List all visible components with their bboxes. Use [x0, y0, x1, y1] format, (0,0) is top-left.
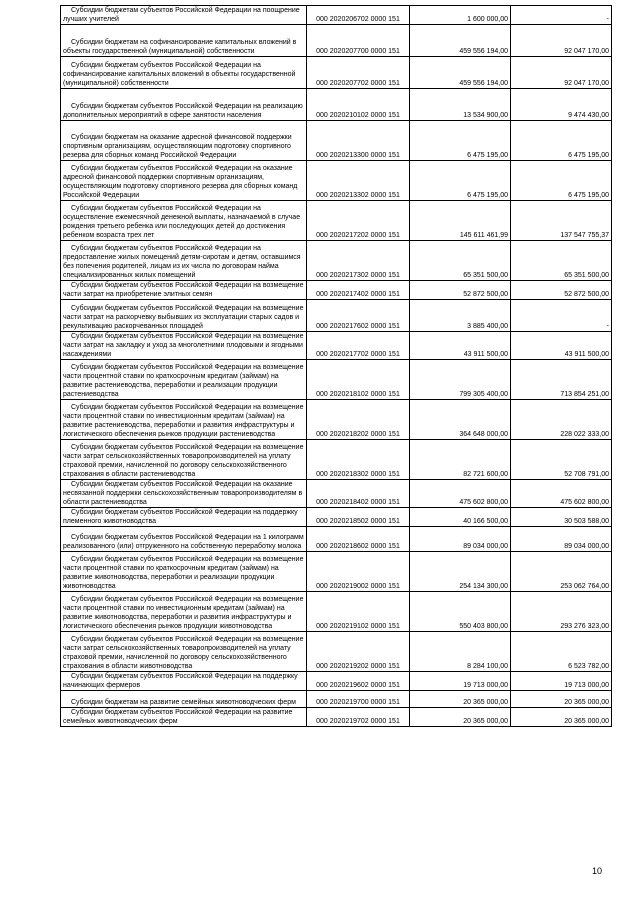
subsidy-name: Субсидии бюджетам субъектов Российской Федерации на возмещение части процентной ставки по краткосрочным кредитам (займам) на развитие растениеводства, переработки и реализации продукции растениеводства — [63, 364, 304, 398]
actual-amount: 713 854 251,00 — [511, 360, 612, 400]
subsidy-name: Субсидии бюджетам субъектов Российской Федерации на осуществление ежемесячной денежной выплаты, назначаемой в случае рождения третьего ребенка или последующих детей до достижения ребенком возраста трех лет — [63, 205, 301, 239]
table-row — [61, 672, 612, 691]
planned-amount: 459 556 194,00 — [410, 57, 511, 89]
table-row — [61, 691, 612, 708]
budget-code: 000 2020218202 0000 151 — [307, 400, 410, 440]
table-row — [61, 440, 612, 480]
budget-code: 000 2020219102 0000 151 — [307, 592, 410, 632]
subsidy-name: Субсидии бюджетам субъектов Российской Федерации на развитие семейных животноводческих ферм — [63, 709, 293, 725]
actual-amount: 20 365 000,00 — [511, 691, 612, 708]
subsidy-name: Субсидии бюджетам субъектов Российской Федерации на оказание адресной финансовой поддержки спортивным организациям, осуществляющим подготовку спортивного резерва для сборных команд Российской Федерации — [63, 165, 298, 199]
subsidy-name-cell — [61, 360, 307, 400]
table-row — [61, 360, 612, 400]
table-row — [61, 241, 612, 281]
budget-code: 000 2020217702 0000 151 — [307, 332, 410, 360]
budget-code: 000 2020219602 0000 151 — [307, 672, 410, 691]
actual-amount: 137 547 755,37 — [511, 201, 612, 241]
budget-code: 000 2020218302 0000 151 — [307, 440, 410, 480]
planned-amount: 459 556 194,00 — [410, 25, 511, 57]
subsidy-name: Субсидии бюджетам субъектов Российской Федерации на поддержку начинающих фермеров — [63, 673, 298, 689]
table-row — [61, 25, 612, 57]
actual-amount: 30 503 588,00 — [511, 508, 612, 527]
planned-amount: 19 713 000,00 — [410, 672, 511, 691]
subsidy-name-cell — [61, 400, 307, 440]
subsidy-name-cell — [61, 440, 307, 480]
budget-code: 000 2020219202 0000 151 — [307, 632, 410, 672]
subsidy-name-cell — [61, 281, 307, 300]
table-row — [61, 161, 612, 201]
planned-amount: 6 475 195,00 — [410, 161, 511, 201]
subsidy-name: Субсидии бюджетам субъектов Российской Федерации на возмещение части затрат на приобретение элитных семян — [63, 282, 304, 298]
table-row — [61, 632, 612, 672]
planned-amount: 43 911 500,00 — [410, 332, 511, 360]
budget-subsidies-table — [60, 5, 612, 727]
planned-amount: 20 365 000,00 — [410, 691, 511, 708]
actual-amount: 228 022 333,00 — [511, 400, 612, 440]
table-row — [61, 508, 612, 527]
budget-code: 000 2020217202 0000 151 — [307, 201, 410, 241]
subsidy-name: Субсидии бюджетам субъектов Российской Федерации на возмещение части затрат на закладку и уход за многолетними плодовыми и ягодными насаждениями — [63, 333, 304, 358]
actual-amount: 20 365 000,00 — [511, 708, 612, 727]
budget-code: 000 2020217602 0000 151 — [307, 300, 410, 332]
subsidy-name-cell — [61, 332, 307, 360]
planned-amount: 3 885 400,00 — [410, 300, 511, 332]
table-body — [61, 6, 612, 727]
actual-amount: 6 523 782,00 — [511, 632, 612, 672]
budget-code: 000 2020210102 0000 151 — [307, 89, 410, 121]
subsidy-name-cell — [61, 552, 307, 592]
budget-code: 000 2020213302 0000 151 — [307, 161, 410, 201]
subsidy-name-cell — [61, 672, 307, 691]
table-row — [61, 300, 612, 332]
budget-code: 000 2020219002 0000 151 — [307, 552, 410, 592]
subsidy-name: Субсидии бюджетам на софинансирование капитальных вложений в объекты государственной (муниципальной) собственности — [63, 39, 297, 55]
subsidy-name: Субсидии бюджетам субъектов Российской Федерации на возмещение части затрат сельскохозяйственных товаропроизводителей на уплату страховой премии, начисленной по договору сельскохозяйственного страхования в области животноводства — [63, 636, 304, 670]
subsidy-name: Субсидии бюджетам субъектов Российской Федерации на возмещение части процентной ставки по инвестиционным кредитам (займам) на развитие животноводства, переработки и развития инфраструктуры и логистического обеспечения рынков продукции животноводства — [63, 596, 304, 630]
planned-amount: 40 166 500,00 — [410, 508, 511, 527]
subsidy-name-cell — [61, 300, 307, 332]
budget-code: 000 2020217302 0000 151 — [307, 241, 410, 281]
subsidy-name-cell — [61, 480, 307, 508]
table-row — [61, 400, 612, 440]
actual-amount: 92 047 170,00 — [511, 57, 612, 89]
actual-amount: 65 351 500,00 — [511, 241, 612, 281]
subsidy-name-cell — [61, 161, 307, 201]
actual-amount: 253 062 764,00 — [511, 552, 612, 592]
subsidy-name: Субсидии бюджетам субъектов Российской Федерации на софинансирование капитальных вложений в объекты государственной (муниципальной) собственности — [63, 62, 296, 87]
table-row — [61, 57, 612, 89]
actual-amount: 475 602 800,00 — [511, 480, 612, 508]
actual-amount: 19 713 000,00 — [511, 672, 612, 691]
planned-amount: 364 648 000,00 — [410, 400, 511, 440]
budget-code: 000 2020219700 0000 151 — [307, 691, 410, 708]
budget-code: 000 2020207700 0000 151 — [307, 25, 410, 57]
budget-code: 000 2020206702 0000 151 — [307, 6, 410, 25]
actual-amount: 43 911 500,00 — [511, 332, 612, 360]
subsidy-name: Субсидии бюджетам субъектов Российской Федерации на поощрение лучших учителей — [63, 7, 300, 23]
actual-amount: - — [511, 300, 612, 332]
subsidy-name-cell — [61, 6, 307, 25]
table-row — [61, 89, 612, 121]
subsidy-name: Субсидии бюджетам субъектов Российской Федерации на оказание несвязанной поддержки сельскохозяйственным товаропроизводителям в области растениеводства — [63, 481, 303, 506]
planned-amount: 799 305 400,00 — [410, 360, 511, 400]
table-row — [61, 332, 612, 360]
subsidy-name: Субсидии бюджетам субъектов Российской Федерации на возмещение части процентной ставки по инвестиционным кредитам (займам) на развитие растениеводства, переработки и развития инфраструктуры и логистического обеспечения рынков продукции растениеводства — [63, 404, 304, 438]
table-row — [61, 527, 612, 552]
planned-amount: 6 475 195,00 — [410, 121, 511, 161]
actual-amount: 52 708 791,00 — [511, 440, 612, 480]
planned-amount: 65 351 500,00 — [410, 241, 511, 281]
planned-amount: 145 611 461,99 — [410, 201, 511, 241]
table-row — [61, 281, 612, 300]
page-number: 10 — [591, 866, 602, 876]
subsidy-name: Субсидии бюджетам субъектов Российской Федерации на 1 килограмм реализованного (или) отгруженного на собственную переработку молока — [63, 534, 304, 550]
subsidy-name: Субсидии бюджетам субъектов Российской Федерации на возмещение части процентной ставки по краткосрочным кредитам (займам) на развитие животноводства, переработки и реализации продукции животноводства — [63, 556, 304, 590]
subsidy-name: Субсидии бюджетам субъектов Российской Федерации на предоставление жилых помещений детям-сиротам и детям, оставшимся без попечения родителей, лицам из их числа по договорам найма специализированных жилых помещений — [63, 245, 301, 279]
subsidy-name-cell — [61, 691, 307, 708]
budget-code: 000 2020218502 0000 151 — [307, 508, 410, 527]
subsidy-name: Субсидии бюджетам субъектов Российской Федерации на возмещение части затрат на раскорчевку выбывших из эксплуатации старых садов и рекультивацию раскорчеванных площадей — [63, 305, 304, 330]
subsidy-name-cell — [61, 527, 307, 552]
subsidy-name-cell — [61, 632, 307, 672]
budget-code: 000 2020218402 0000 151 — [307, 480, 410, 508]
subsidy-name: Субсидии бюджетам субъектов Российской Федерации на реализацию дополнительных мероприятий в сфере занятости населения — [63, 103, 303, 119]
table-row — [61, 708, 612, 727]
planned-amount: 52 872 500,00 — [410, 281, 511, 300]
subsidy-name: Субсидии бюджетам субъектов Российской Федерации на возмещение части затрат сельскохозяйственных товаропроизводителей на уплату страховой премии, начисленной по договору сельскохозяйственного страхования в области растениеводства — [63, 444, 304, 478]
planned-amount: 254 134 300,00 — [410, 552, 511, 592]
subsidy-name: Субсидии бюджетам на развитие семейных животноводческих ферм — [71, 699, 296, 706]
subsidy-name-cell — [61, 508, 307, 527]
table-row — [61, 121, 612, 161]
subsidy-name-cell — [61, 57, 307, 89]
budget-code: 000 2020218602 0000 151 — [307, 527, 410, 552]
actual-amount: - — [511, 6, 612, 25]
table-row — [61, 201, 612, 241]
table-row — [61, 480, 612, 508]
actual-amount: 9 474 430,00 — [511, 89, 612, 121]
table-row — [61, 6, 612, 25]
subsidy-name-cell — [61, 25, 307, 57]
subsidy-name-cell — [61, 592, 307, 632]
budget-code: 000 2020207702 0000 151 — [307, 57, 410, 89]
table-row — [61, 552, 612, 592]
subsidy-name-cell — [61, 201, 307, 241]
subsidy-name-cell — [61, 89, 307, 121]
subsidy-name-cell — [61, 708, 307, 727]
subsidy-name: Субсидии бюджетам субъектов Российской Федерации на поддержку племенного животноводства — [63, 509, 298, 525]
planned-amount: 89 034 000,00 — [410, 527, 511, 552]
actual-amount: 6 475 195,00 — [511, 121, 612, 161]
subsidy-name-cell — [61, 121, 307, 161]
planned-amount: 13 534 900,00 — [410, 89, 511, 121]
budget-code: 000 2020217402 0000 151 — [307, 281, 410, 300]
planned-amount: 82 721 600,00 — [410, 440, 511, 480]
planned-amount: 1 600 000,00 — [410, 6, 511, 25]
planned-amount: 20 365 000,00 — [410, 708, 511, 727]
actual-amount: 89 034 000,00 — [511, 527, 612, 552]
actual-amount: 92 047 170,00 — [511, 25, 612, 57]
planned-amount: 475 602 800,00 — [410, 480, 511, 508]
actual-amount: 293 276 323,00 — [511, 592, 612, 632]
actual-amount: 6 475 195,00 — [511, 161, 612, 201]
budget-code: 000 2020218102 0000 151 — [307, 360, 410, 400]
budget-code: 000 2020219702 0000 151 — [307, 708, 410, 727]
subsidy-name: Субсидии бюджетам на оказание адресной финансовой поддержки спортивным организациям, осуществляющим подготовку спортивного резерва для сборных команд Российской Федерации — [63, 134, 292, 159]
budget-code: 000 2020213300 0000 151 — [307, 121, 410, 161]
table-row — [61, 592, 612, 632]
planned-amount: 550 403 800,00 — [410, 592, 511, 632]
subsidy-name-cell — [61, 241, 307, 281]
actual-amount: 52 872 500,00 — [511, 281, 612, 300]
planned-amount: 8 284 100,00 — [410, 632, 511, 672]
